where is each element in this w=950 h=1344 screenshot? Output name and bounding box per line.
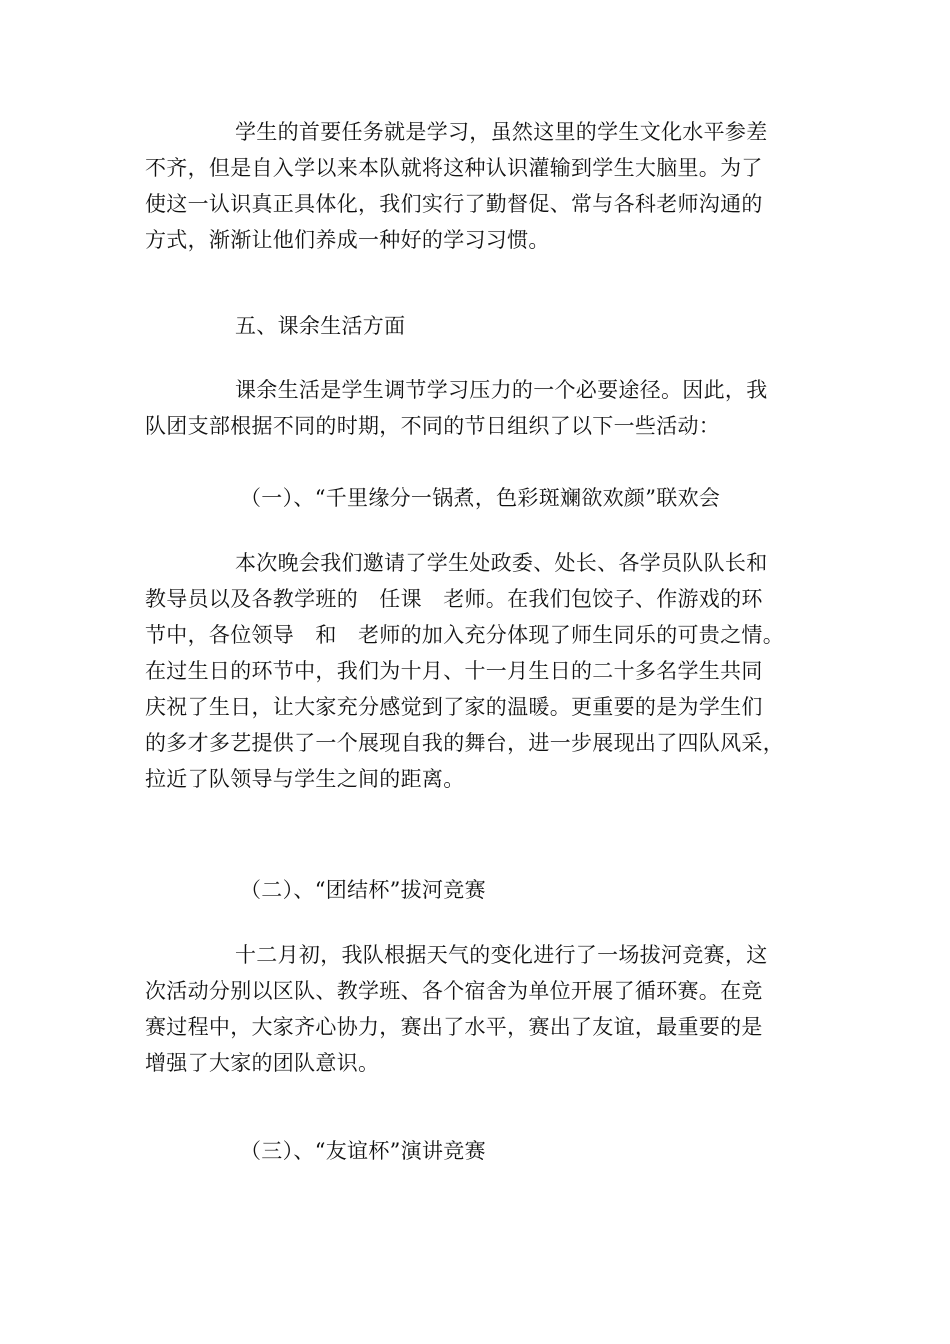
paragraph-line: 使这一认识真正具体化，我们实行了勤督促、常与各科老师沟通的 <box>145 192 763 216</box>
paragraph-tugofwar <box>145 937 805 1081</box>
paragraph-line: 在过生日的环节中，我们为十月、十一月生日的二十多名学生共同 <box>145 659 763 683</box>
paragraph-line: 课余生活是学生调节学习压力的一个必要途径。因此，我 <box>235 378 768 402</box>
subheading-text: （一）、“千里缘分一锅煮，色彩斑斓欲欢颜”联欢会 <box>240 486 721 510</box>
paragraph-line: 十二月初，我队根据天气的变化进行了一场拔河竞赛，这 <box>235 943 768 967</box>
subheading-text: （三）、“友谊杯”演讲竞赛 <box>240 1139 486 1163</box>
paragraph-line: 增强了大家的团队意识。 <box>145 1051 380 1075</box>
subheading-one <box>145 480 805 516</box>
paragraph-line: 庆祝了生日，让大家充分感觉到了家的温暖。更重要的是为学生们 <box>145 695 763 719</box>
paragraph-line: 拉近了队领导与学生之间的距离。 <box>145 767 465 791</box>
paragraph-party <box>145 545 805 797</box>
section-heading-five <box>145 308 805 344</box>
paragraph-line: 不齐，但是自入学以来本队就将这种认识灌输到学生大脑里。为了 <box>145 156 763 180</box>
subheading-two <box>145 872 805 908</box>
paragraph-afterschool <box>145 372 805 444</box>
paragraph-line: 方式，渐渐让他们养成一种好的学习习惯。 <box>145 228 550 252</box>
subheading-text: （二）、“团结杯”拔河竞赛 <box>240 878 486 902</box>
paragraph-line: 的多才多艺提供了一个展现自我的舞台，进一步展现出了四队风采， <box>145 731 784 755</box>
heading-text: 五、课余生活方面 <box>235 314 406 338</box>
paragraph-line: 队团支部根据不同的时期，不同的节日组织了以下一些活动： <box>145 414 721 438</box>
paragraph-line: 赛过程中，大家齐心协力，赛出了水平，赛出了友谊，最重要的是 <box>145 1015 763 1039</box>
paragraph-study <box>145 114 805 258</box>
paragraph-line: 节中，各位领导 和 老师的加入充分体现了师生同乐的可贵之情。 <box>145 623 784 647</box>
paragraph-line: 次活动分别以区队、教学班、各个宿舍为单位开展了循环赛。在竞 <box>145 979 763 1003</box>
paragraph-line: 教导员以及各教学班的 任课 老师。在我们包饺子、作游戏的环 <box>145 587 763 611</box>
paragraph-line: 本次晚会我们邀请了学生处政委、处长、各学员队队长和 <box>235 551 768 575</box>
paragraph-line: 学生的首要任务就是学习，虽然这里的学生文化水平参差 <box>235 120 768 144</box>
subheading-three <box>145 1133 805 1169</box>
